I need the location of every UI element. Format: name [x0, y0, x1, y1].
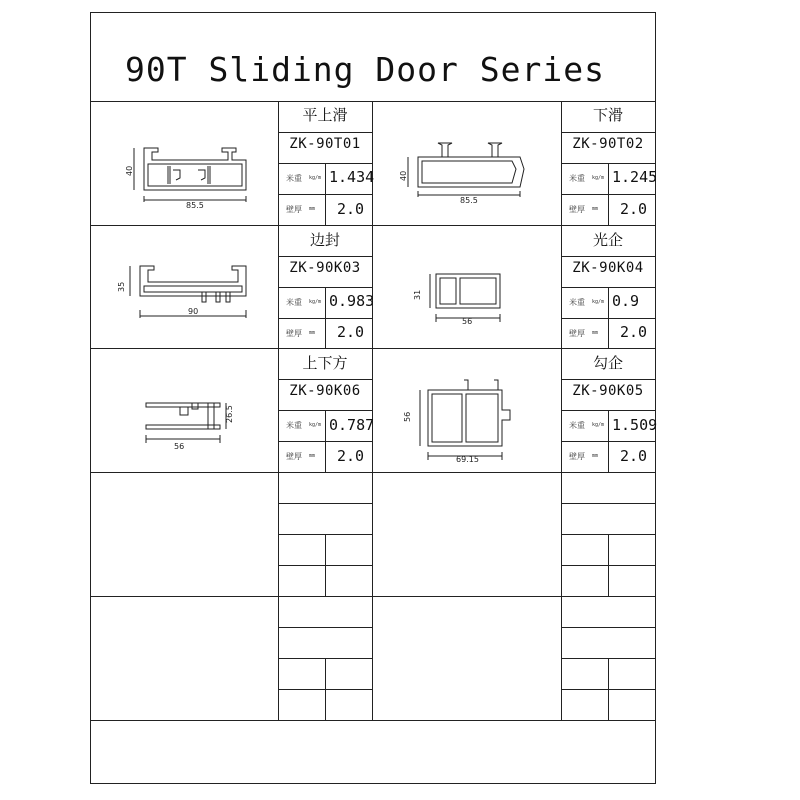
weight-label: 米重 [286, 174, 302, 183]
product-code: ZK-90T01 [289, 136, 361, 152]
thickness-value: 2.0 [337, 200, 365, 218]
thickness-label: 壁厚 [569, 329, 585, 338]
product-code: ZK-90K05 [572, 383, 644, 399]
profile-drawing [398, 372, 528, 467]
weight-value: 1.434 [329, 168, 375, 186]
product-name: 边封 [309, 231, 340, 249]
weight-unit: kg/m [592, 299, 605, 305]
dimension-width: 56 [174, 442, 185, 451]
thickness-value: 2.0 [620, 200, 648, 218]
product-name: 下滑 [592, 106, 623, 124]
thickness-label: 壁厚 [569, 452, 585, 461]
weight-unit: kg/m [592, 422, 605, 428]
frame-left [90, 12, 91, 784]
dimension-height: 56 [403, 411, 412, 422]
weight-value: 0.787 [329, 416, 375, 434]
thickness-label: 壁厚 [286, 205, 302, 214]
product-name: 平上滑 [302, 106, 348, 124]
thickness-unit: mm [592, 453, 599, 459]
profile-drawing [140, 395, 260, 455]
divider [90, 472, 656, 473]
dimension-width: 90 [188, 307, 199, 316]
frame-bottom [90, 783, 656, 784]
weight-label: 米重 [569, 298, 585, 307]
divider [90, 720, 656, 721]
thickness-unit: mm [309, 330, 316, 336]
weight-unit: kg/m [309, 175, 322, 181]
product-code: ZK-90T02 [572, 136, 644, 152]
thickness-unit: mm [309, 206, 316, 212]
thickness-unit: mm [592, 330, 599, 336]
weight-label: 米重 [569, 174, 585, 183]
product-code: ZK-90K04 [572, 260, 644, 276]
dimension-height: 31 [413, 289, 422, 300]
thickness-label: 壁厚 [286, 329, 302, 338]
product-name: 光企 [592, 231, 623, 249]
thickness-unit: mm [309, 453, 316, 459]
weight-label: 米重 [286, 298, 302, 307]
thickness-value: 2.0 [620, 323, 648, 341]
weight-value: 1.245 [612, 168, 658, 186]
weight-unit: kg/m [309, 422, 322, 428]
weight-unit: kg/m [592, 175, 605, 181]
product-name: 上下方 [302, 354, 348, 372]
divider [90, 225, 656, 226]
dimension-width: 56 [462, 317, 473, 326]
weight-unit: kg/m [309, 299, 322, 305]
thickness-value: 2.0 [620, 447, 648, 465]
weight-value: 0.983 [329, 292, 375, 310]
divider [90, 596, 656, 597]
thickness-unit: mm [592, 206, 599, 212]
divider [90, 348, 656, 349]
dimension-width: 69.15 [456, 455, 479, 464]
weight-value: 0.9 [612, 292, 640, 310]
page-title: 90T Sliding Door Series [125, 50, 605, 89]
thickness-label: 壁厚 [569, 205, 585, 214]
thickness-value: 2.0 [337, 323, 365, 341]
frame-right [655, 12, 656, 784]
profile-drawing [125, 140, 258, 210]
dimension-height: 35 [117, 281, 126, 292]
divider [372, 101, 373, 720]
weight-value: 1.509 [612, 416, 658, 434]
dimension-height: 40 [125, 165, 134, 176]
product-code: ZK-90K03 [289, 260, 361, 276]
dimension-width: 85.5 [460, 196, 478, 205]
frame-top [90, 12, 656, 13]
thickness-label: 壁厚 [286, 452, 302, 461]
thickness-value: 2.0 [337, 447, 365, 465]
profile-drawing [399, 135, 532, 205]
weight-label: 米重 [286, 421, 302, 430]
dimension-height: 40 [399, 170, 408, 181]
weight-label: 米重 [569, 421, 585, 430]
dimension-width: 85.5 [186, 201, 204, 210]
profile-drawing [410, 268, 510, 328]
product-code: ZK-90K06 [289, 383, 361, 399]
product-name: 勾企 [592, 354, 623, 372]
divider [90, 101, 656, 102]
profile-drawing [118, 262, 258, 327]
dimension-height: 26.5 [225, 405, 234, 423]
